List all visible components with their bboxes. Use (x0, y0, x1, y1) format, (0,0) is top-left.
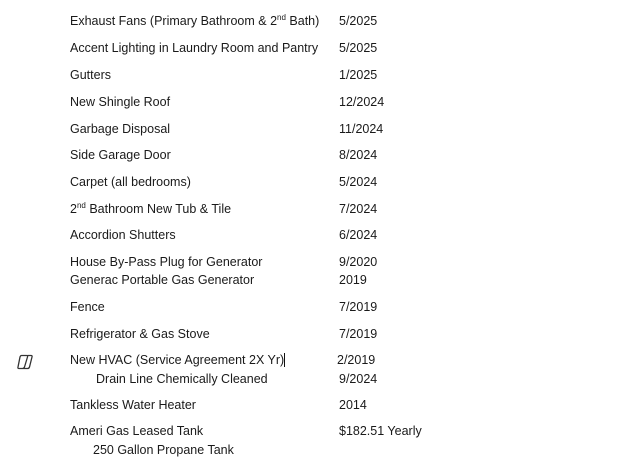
item-date: $182.51 Yearly (339, 424, 422, 438)
item-name: 2nd Bathroom New Tub & Tile (70, 201, 232, 216)
item-date: 2014 (339, 398, 367, 412)
item-name: Tankless Water Heater (70, 398, 196, 412)
item-name: Ameri Gas Leased Tank (70, 424, 204, 438)
list-item (0, 93, 640, 111)
list-item (0, 66, 640, 84)
list-item (0, 39, 640, 57)
item-date: 7/2019 (339, 300, 378, 314)
item-name: Drain Line Chemically Cleaned (96, 372, 268, 386)
list-item (0, 253, 640, 271)
item-date: 9/2020 (339, 255, 378, 269)
item-date: 7/2024 (339, 202, 378, 216)
item-date: 1/2025 (339, 68, 378, 82)
item-name: Accordion Shutters (70, 228, 176, 242)
list-item (0, 200, 640, 218)
item-date: 2/2019 (337, 353, 376, 367)
item-date: 12/2024 (339, 95, 385, 109)
item-name: House By-Pass Plug for Generator (70, 255, 263, 269)
item-date: 5/2025 (339, 14, 378, 28)
item-name: New HVAC (Service Agreement 2X Yr) (70, 353, 285, 367)
item-name: Generac Portable Gas Generator (70, 273, 255, 287)
text-cursor (284, 353, 285, 367)
item-date: 11/2024 (339, 122, 384, 136)
item-date: 7/2019 (339, 327, 378, 341)
list-item (0, 325, 640, 343)
list-item (0, 351, 640, 369)
list-item (0, 370, 640, 388)
item-name: Gutters (70, 68, 111, 82)
list-item (0, 12, 640, 30)
list-item (0, 422, 640, 440)
list-item (0, 271, 640, 289)
item-name: Refrigerator & Gas Stove (70, 327, 210, 341)
list-item (0, 120, 640, 138)
list-item (0, 441, 640, 459)
item-date: 5/2024 (339, 175, 378, 189)
item-name: New Shingle Roof (70, 95, 171, 109)
item-name: Carpet (all bedrooms) (70, 175, 191, 189)
item-name: Exhaust Fans (Primary Bathroom & 2nd Bath) (70, 13, 320, 28)
list-item (0, 226, 640, 244)
item-date: 5/2025 (339, 41, 378, 55)
list-item (0, 396, 640, 414)
item-name: Fence (70, 300, 105, 314)
item-name: Accent Lighting in Laundry Room and Pantry (70, 41, 319, 55)
item-date: 6/2024 (339, 228, 378, 242)
item-date: 9/2024 (339, 372, 378, 386)
item-date: 8/2024 (339, 148, 378, 162)
list-item (0, 298, 640, 316)
item-name: Side Garage Door (70, 148, 171, 162)
item-name: Garbage Disposal (70, 122, 171, 136)
list-item (0, 173, 640, 191)
item-name: 250 Gallon Propane Tank (93, 443, 234, 457)
list-item (0, 146, 640, 164)
copilot-icon[interactable] (15, 352, 35, 372)
item-date: 2019 (339, 273, 367, 287)
